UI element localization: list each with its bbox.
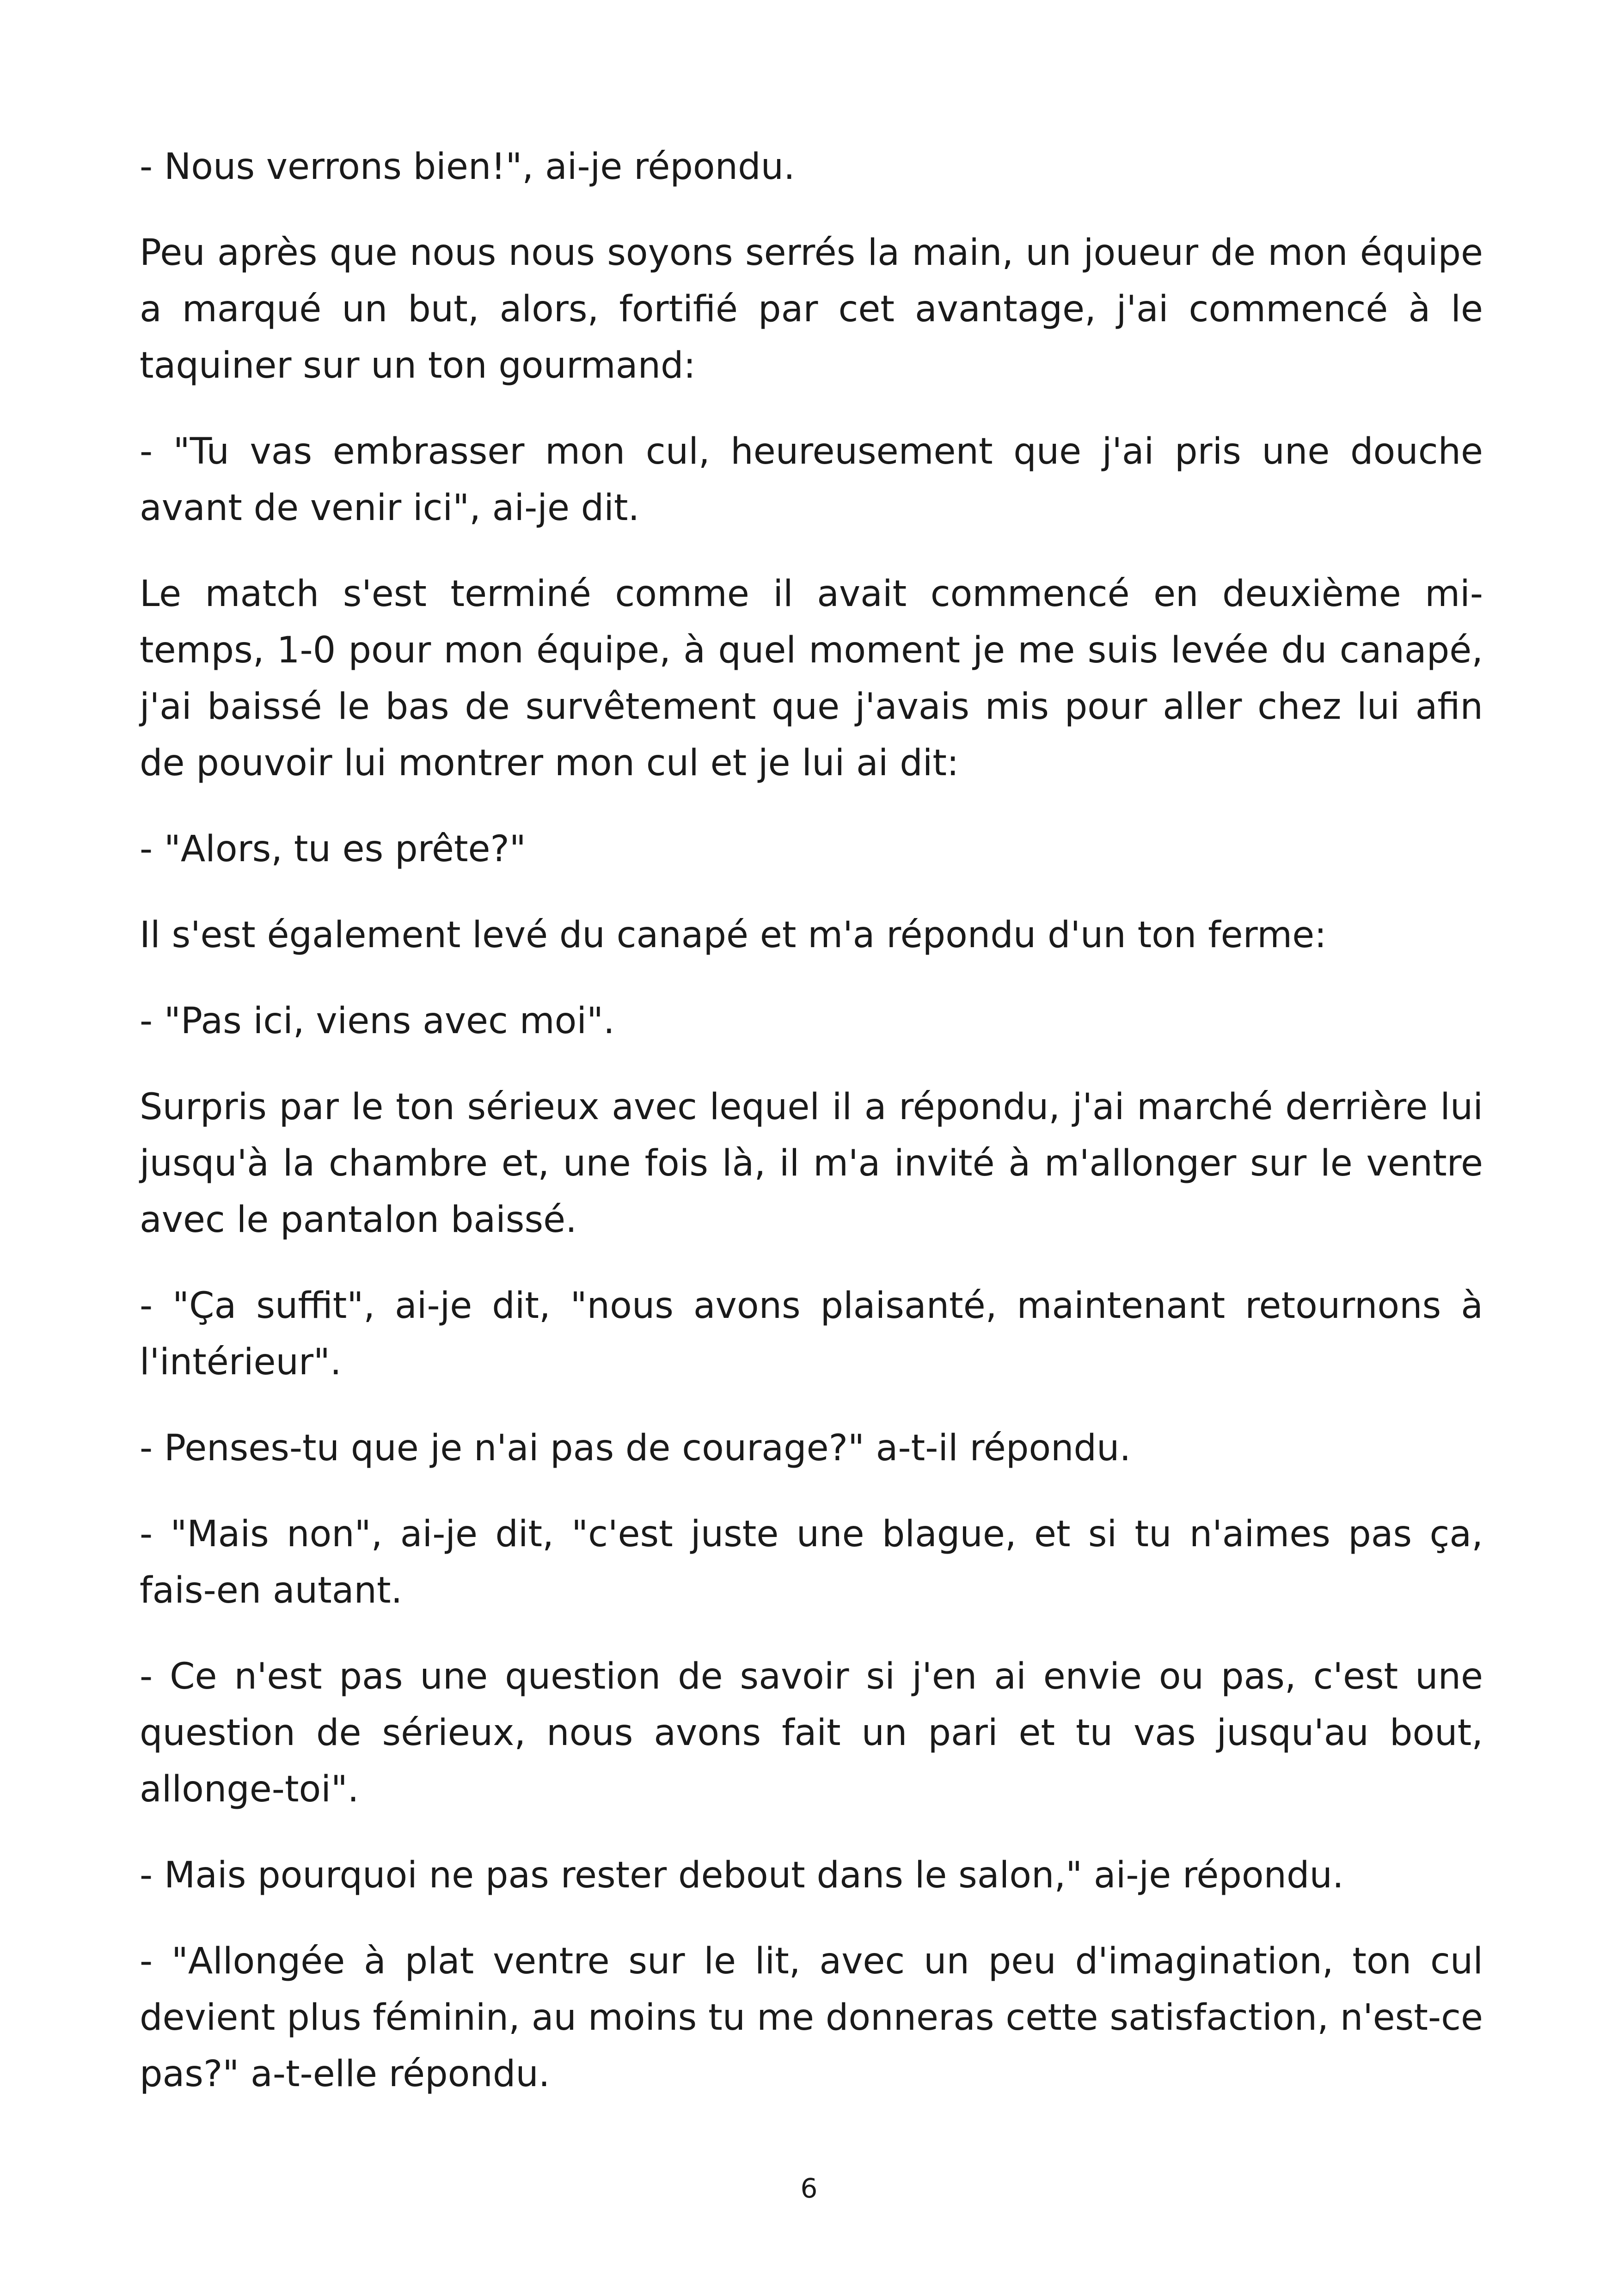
paragraph-4: Le match s'est terminé comme il avait commencé en deuxième mi-temps, 1-0 pour mon équipe, à quel moment je me suis levée du canapé, j'ai baissé le bas de survêtement que j'avais mis pour aller chez lui afin de pouvoir lui montrer mon cul et je lui ai dit:: [140, 573, 1483, 784]
paragraph-10: - Penses-tu que je n'ai pas de courage?" a-t-il répondu.: [140, 1427, 1131, 1469]
paragraph-1: - Nous verrons bien!", ai-je répondu.: [140, 146, 795, 188]
paragraph-11: - "Mais non", ai-je dit, "c'est juste une blague, et si tu n'aimes pas ça, fais-en autant.: [140, 1513, 1483, 1611]
paragraph-6: Il s'est également levé du canapé et m'a répondu d'un ton ferme:: [140, 914, 1327, 956]
paragraph-2: Peu après que nous nous soyons serrés la main, un joueur de mon équipe a marqué un but, alors, fortifié par cet avantage, j'ai commencé à le taquiner sur un ton gourmand:: [140, 232, 1483, 386]
paragraph-3: - "Tu vas embrasser mon cul, heureusement que j'ai pris une douche avant de venir ici", ai-je dit.: [140, 431, 1483, 529]
paragraph-8: Surpris par le ton sérieux avec lequel il a répondu, j'ai marché derrière lui jusqu'à la chambre et, une fois là, il m'a invité à m'allonger sur le ventre avec le pantalon baissé.: [140, 1086, 1483, 1241]
paragraph-9: - "Ça suffit", ai-je dit, "nous avons plaisanté, maintenant retournons à l'intérieur".: [140, 1285, 1483, 1383]
body-text: [140, 139, 1483, 2132]
paragraph-13: - Mais pourquoi ne pas rester debout dans le salon," ai-je répondu.: [140, 1855, 1344, 1896]
paragraph-7: - "Pas ici, viens avec moi".: [140, 1000, 615, 1042]
paragraph-14: - "Allongée à plat ventre sur le lit, avec un peu d'imagination, ton cul devient plus féminin, au moins tu me donneras cette satisfaction, n'est-ce pas?" a-t-elle répondu.: [140, 1941, 1483, 2095]
paragraph-12: - Ce n'est pas une question de savoir si j'en ai envie ou pas, c'est une question de sérieux, nous avons fait un pari et tu vas jusqu'au bout, allonge-toi".: [140, 1656, 1483, 1810]
paragraph-5: - "Alors, tu es prête?": [140, 828, 526, 870]
page-number: 6: [800, 2173, 818, 2204]
